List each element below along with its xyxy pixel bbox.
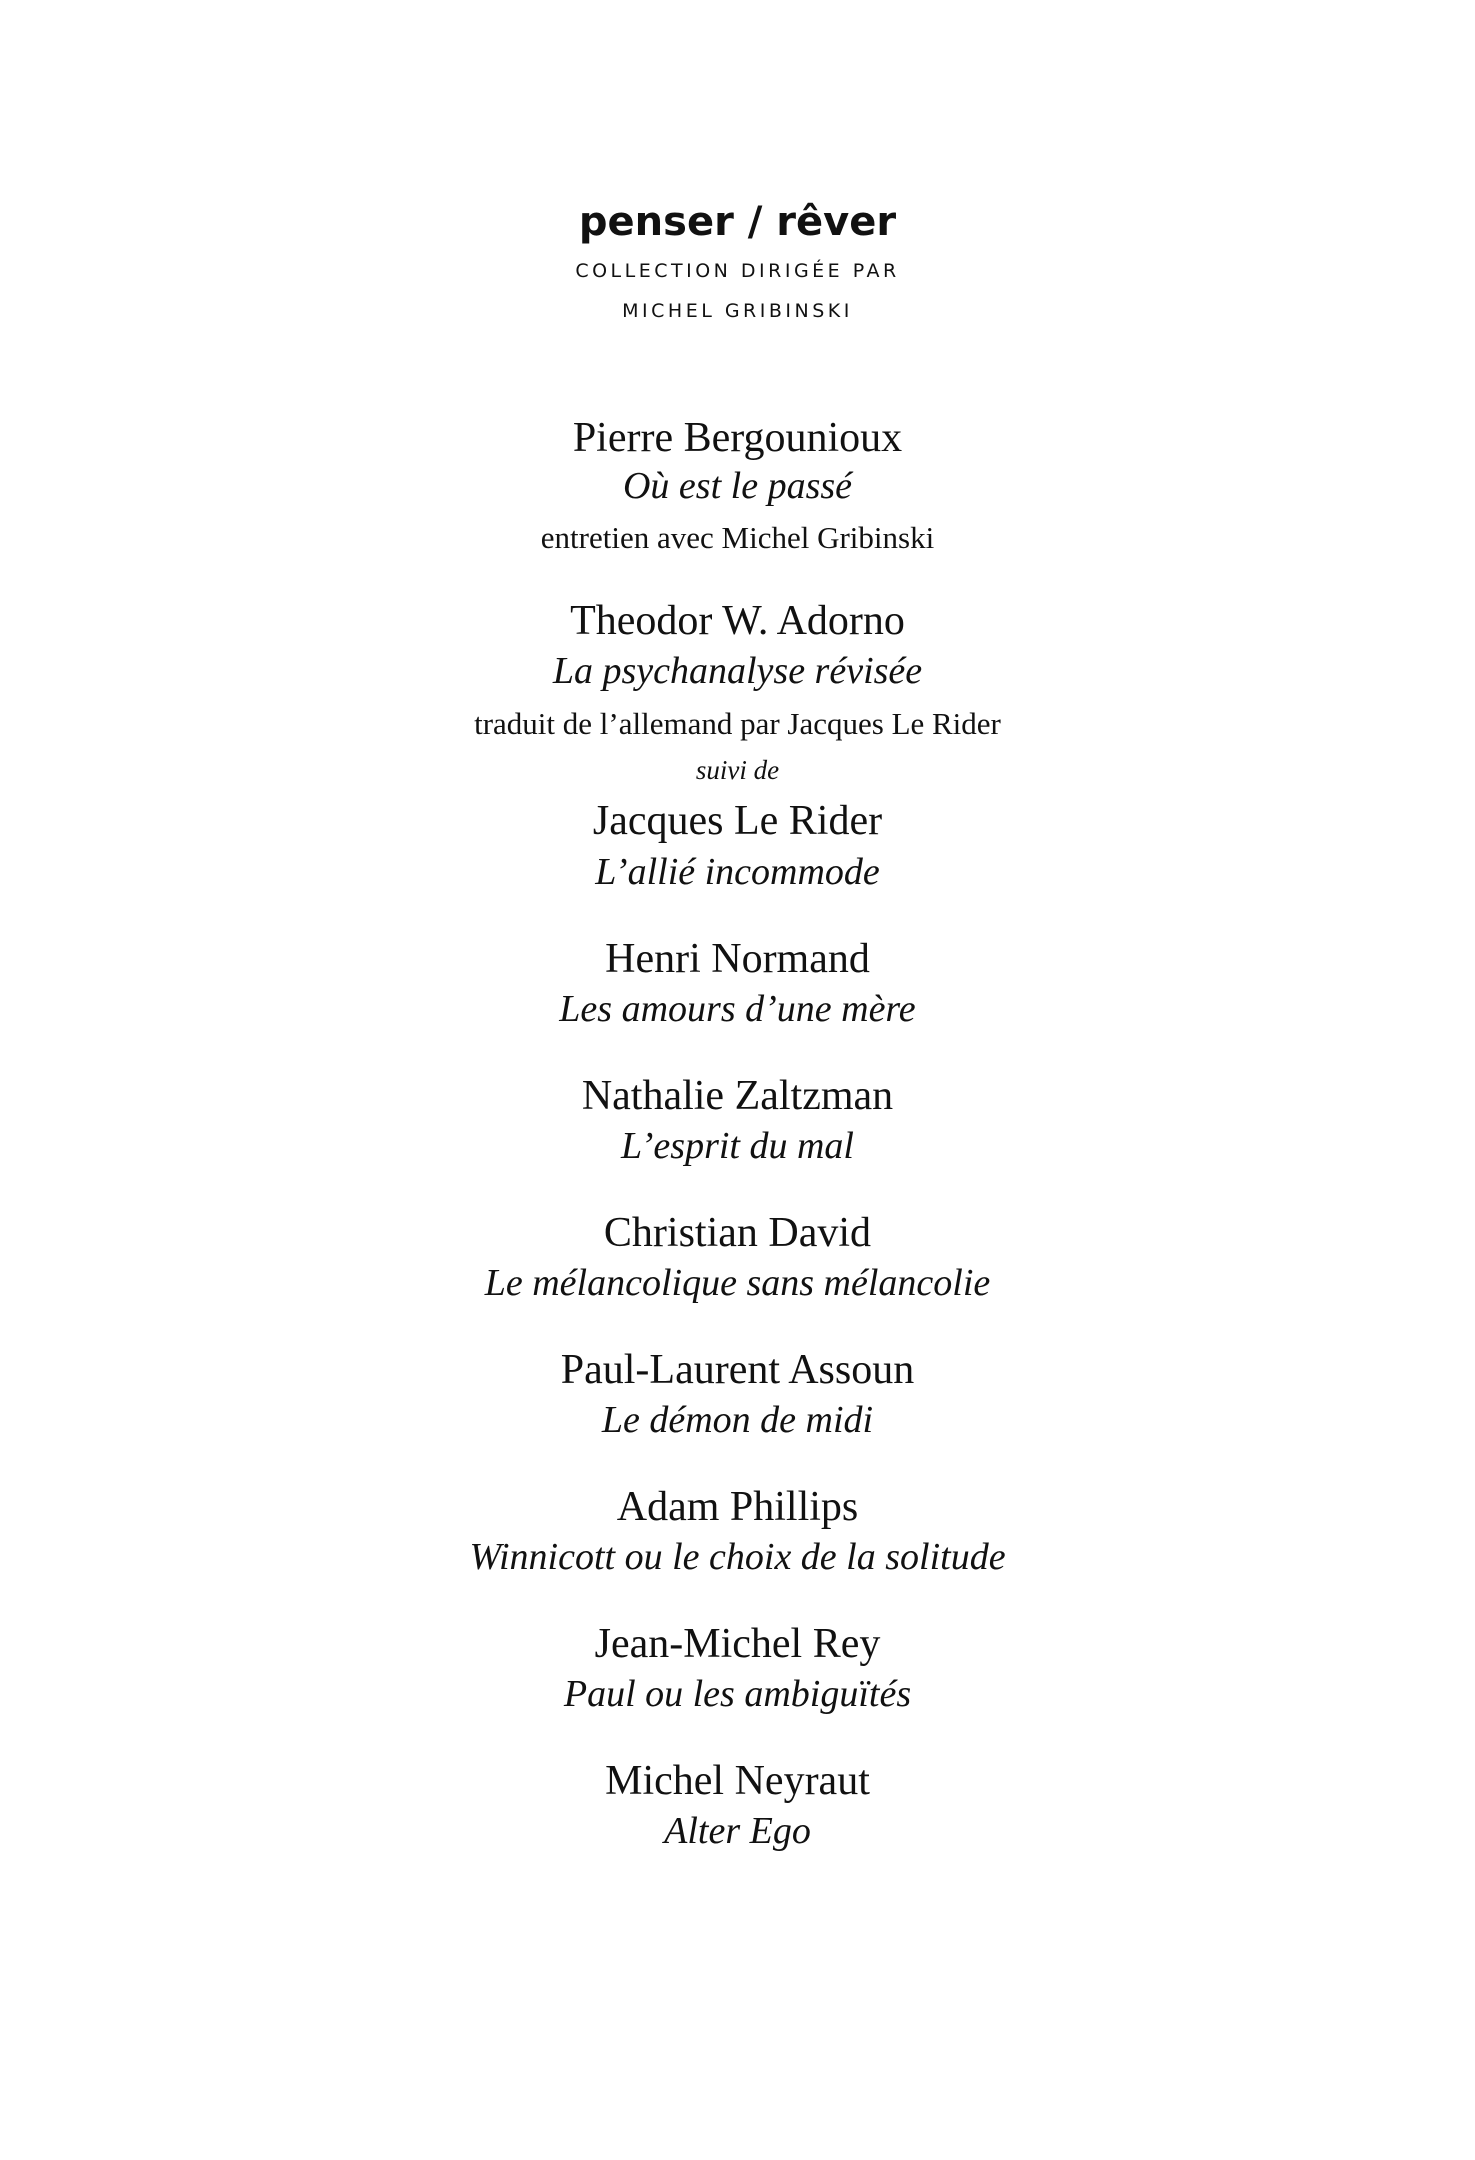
entry-title: Les amours d’une mère <box>559 988 916 1030</box>
series-director-name: MICHEL GRIBINSKI <box>622 300 853 322</box>
entry-title: Alter Ego <box>664 1810 811 1852</box>
entry-title: Où est le passé <box>622 465 853 507</box>
entry-title: Winnicott ou le choix de la solitude <box>469 1536 1006 1578</box>
series-director-label: COLLECTION DIRIGÉE PAR <box>575 260 900 282</box>
entry-author: Theodor W. Adorno <box>570 598 905 644</box>
entry-title: L’allié incommode <box>595 851 880 893</box>
entry-author: Jacques Le Rider <box>592 798 883 844</box>
entry-title: Le mélancolique sans mélancolie <box>484 1262 991 1304</box>
entry-connector: suivi de <box>695 755 780 785</box>
entry-title: Le démon de midi <box>601 1399 874 1441</box>
entry-title: La psychanalyse révisée <box>552 650 923 692</box>
entry-author: Christian David <box>603 1210 872 1256</box>
entry-note: traduit de l’allemand par Jacques Le Rider <box>474 706 1001 741</box>
entry-title: Paul ou les ambiguïtés <box>563 1673 912 1715</box>
entry-author: Michel Neyraut <box>605 1758 870 1804</box>
entry-title: L’esprit du mal <box>621 1125 854 1167</box>
entry-author: Henri Normand <box>605 936 870 982</box>
entry-author: Pierre Bergounioux <box>572 415 903 461</box>
entry-author: Nathalie Zaltzman <box>581 1073 894 1119</box>
entry-author: Adam Phillips <box>616 1484 859 1530</box>
entry-note: entretien avec Michel Gribinski <box>540 520 935 555</box>
entry-author: Jean-Michel Rey <box>594 1621 881 1667</box>
entry-author: Paul-Laurent Assoun <box>560 1347 915 1393</box>
series-name: penser / rêver <box>578 199 897 245</box>
